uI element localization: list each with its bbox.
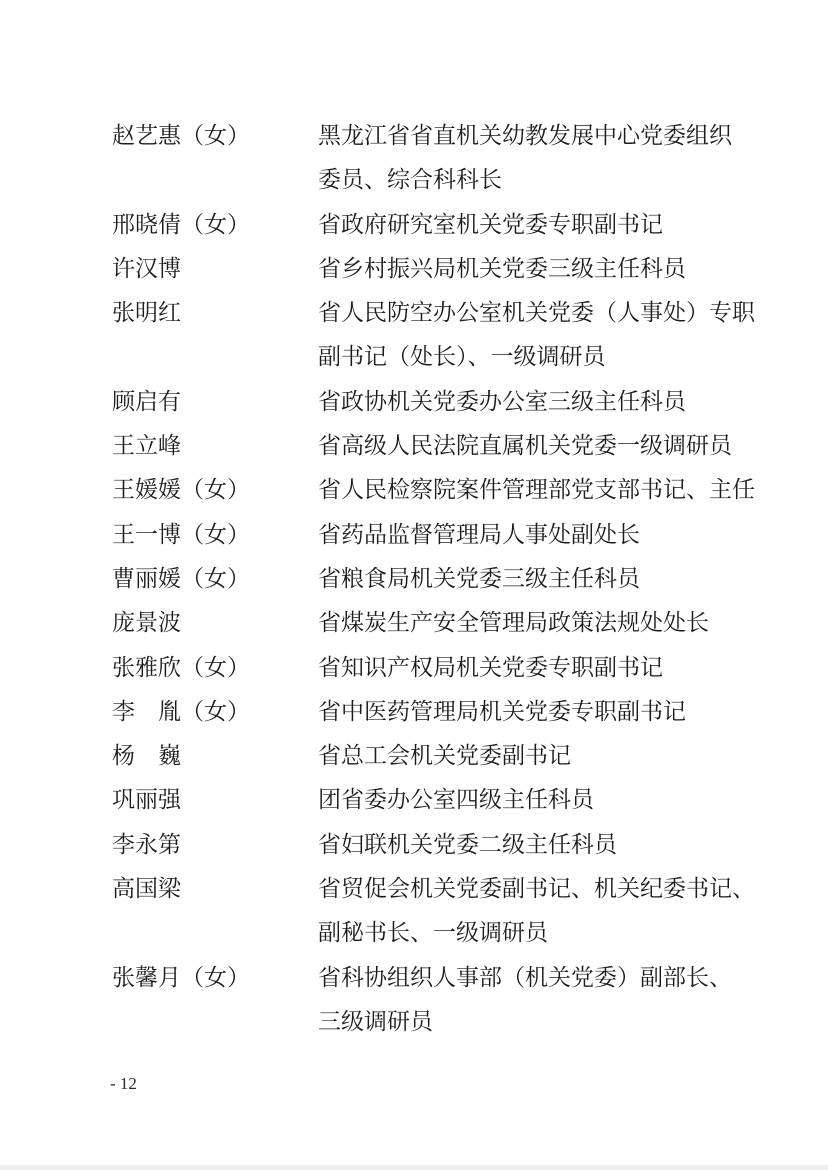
table-row (112, 513, 724, 557)
person-position (318, 734, 724, 778)
table-row (112, 778, 724, 822)
table-row (112, 823, 724, 867)
person-position (318, 956, 732, 1045)
person-name: 张明红 (112, 300, 181, 327)
table-row (112, 114, 732, 203)
person-name: 李永第 (112, 831, 181, 858)
person-position (318, 424, 732, 468)
person-name: 赵艺惠（女） (112, 123, 250, 149)
person-position (318, 114, 732, 203)
person-position (318, 247, 724, 291)
person-position (318, 468, 755, 512)
person-position (318, 513, 724, 557)
person-name: 顾启有 (112, 388, 181, 415)
person-name: 庞景波 (112, 610, 181, 637)
table-row (112, 424, 732, 468)
person-position (318, 778, 724, 822)
position-line: 副秘书长、一级调研员 (318, 920, 548, 947)
table-row (112, 468, 755, 512)
person-position (318, 291, 755, 380)
position-line: 省粮食局机关党委三级主任科员 (318, 565, 640, 592)
table-row (112, 557, 724, 601)
position-line: 省总工会机关党委副书记 (318, 743, 571, 770)
position-line: 三级调研员 (318, 1008, 433, 1035)
position-line: 省贸促会机关党委副书记、机关纪委书记、 (318, 876, 755, 903)
table-row (112, 734, 724, 778)
position-line: 省政府研究室机关党委专职副书记 (318, 211, 663, 238)
table-row (112, 956, 732, 1045)
table-row (112, 380, 724, 424)
position-line: 省科协组织人事部（机关党委）副部长、 (318, 964, 732, 991)
position-line: 黑龙江省省直机关幼教发展中心党委组织 (318, 123, 732, 149)
person-position (318, 646, 724, 690)
position-line: 省妇联机关党委二级主任科员 (318, 831, 617, 858)
position-line: 省高级人民法院直属机关党委一级调研员 (318, 433, 732, 460)
position-line: 省煤炭生产安全管理局政策法规处处长 (318, 610, 709, 637)
position-line: 委员、综合科科长 (318, 167, 502, 194)
person-name: 高国梁 (112, 876, 181, 903)
table-row (112, 601, 724, 645)
person-name: 邢晓倩（女） (112, 211, 250, 238)
person-name: 王立峰 (112, 433, 181, 460)
position-line: 团省委办公室四级主任科员 (318, 787, 594, 814)
person-name: 李 胤（女） (112, 698, 250, 725)
position-line: 省药品监督管理局人事处副处长 (318, 521, 640, 548)
person-position (318, 601, 724, 645)
position-line: 省政协机关党委办公室三级主任科员 (318, 388, 686, 415)
scan-bottom-edge (0, 1165, 828, 1170)
person-position (318, 380, 724, 424)
person-position (318, 867, 755, 956)
person-name: 王一博（女） (112, 521, 250, 548)
position-line: 副书记（处长）、一级调研员 (318, 344, 606, 371)
position-line: 省人民防空办公室机关党委（人事处）专职 (318, 300, 755, 327)
person-name: 巩丽强 (112, 787, 181, 814)
position-line: 省知识产权局机关党委专职副书记 (318, 654, 663, 681)
personnel-list (112, 114, 755, 1044)
table-row (112, 203, 724, 247)
person-name: 张雅欣（女） (112, 654, 250, 681)
table-row (112, 646, 724, 690)
position-line: 省乡村振兴局机关党委三级主任科员 (318, 255, 686, 282)
person-position (318, 690, 724, 734)
table-row (112, 247, 724, 291)
table-row (112, 867, 755, 956)
position-line: 省中医药管理局机关党委专职副书记 (318, 698, 686, 725)
person-name: 张馨月（女） (112, 964, 250, 991)
page-number: - 12 (110, 1074, 137, 1093)
person-position (318, 823, 724, 867)
person-position (318, 557, 724, 601)
table-row (112, 690, 724, 734)
person-position (318, 203, 724, 247)
person-name: 杨 巍 (112, 743, 181, 770)
person-name: 曹丽媛（女） (112, 565, 250, 592)
position-line: 省人民检察院案件管理部党支部书记、主任 (318, 477, 755, 504)
table-row (112, 291, 755, 380)
person-name: 许汉博 (112, 255, 181, 282)
person-name: 王媛媛（女） (112, 477, 250, 504)
